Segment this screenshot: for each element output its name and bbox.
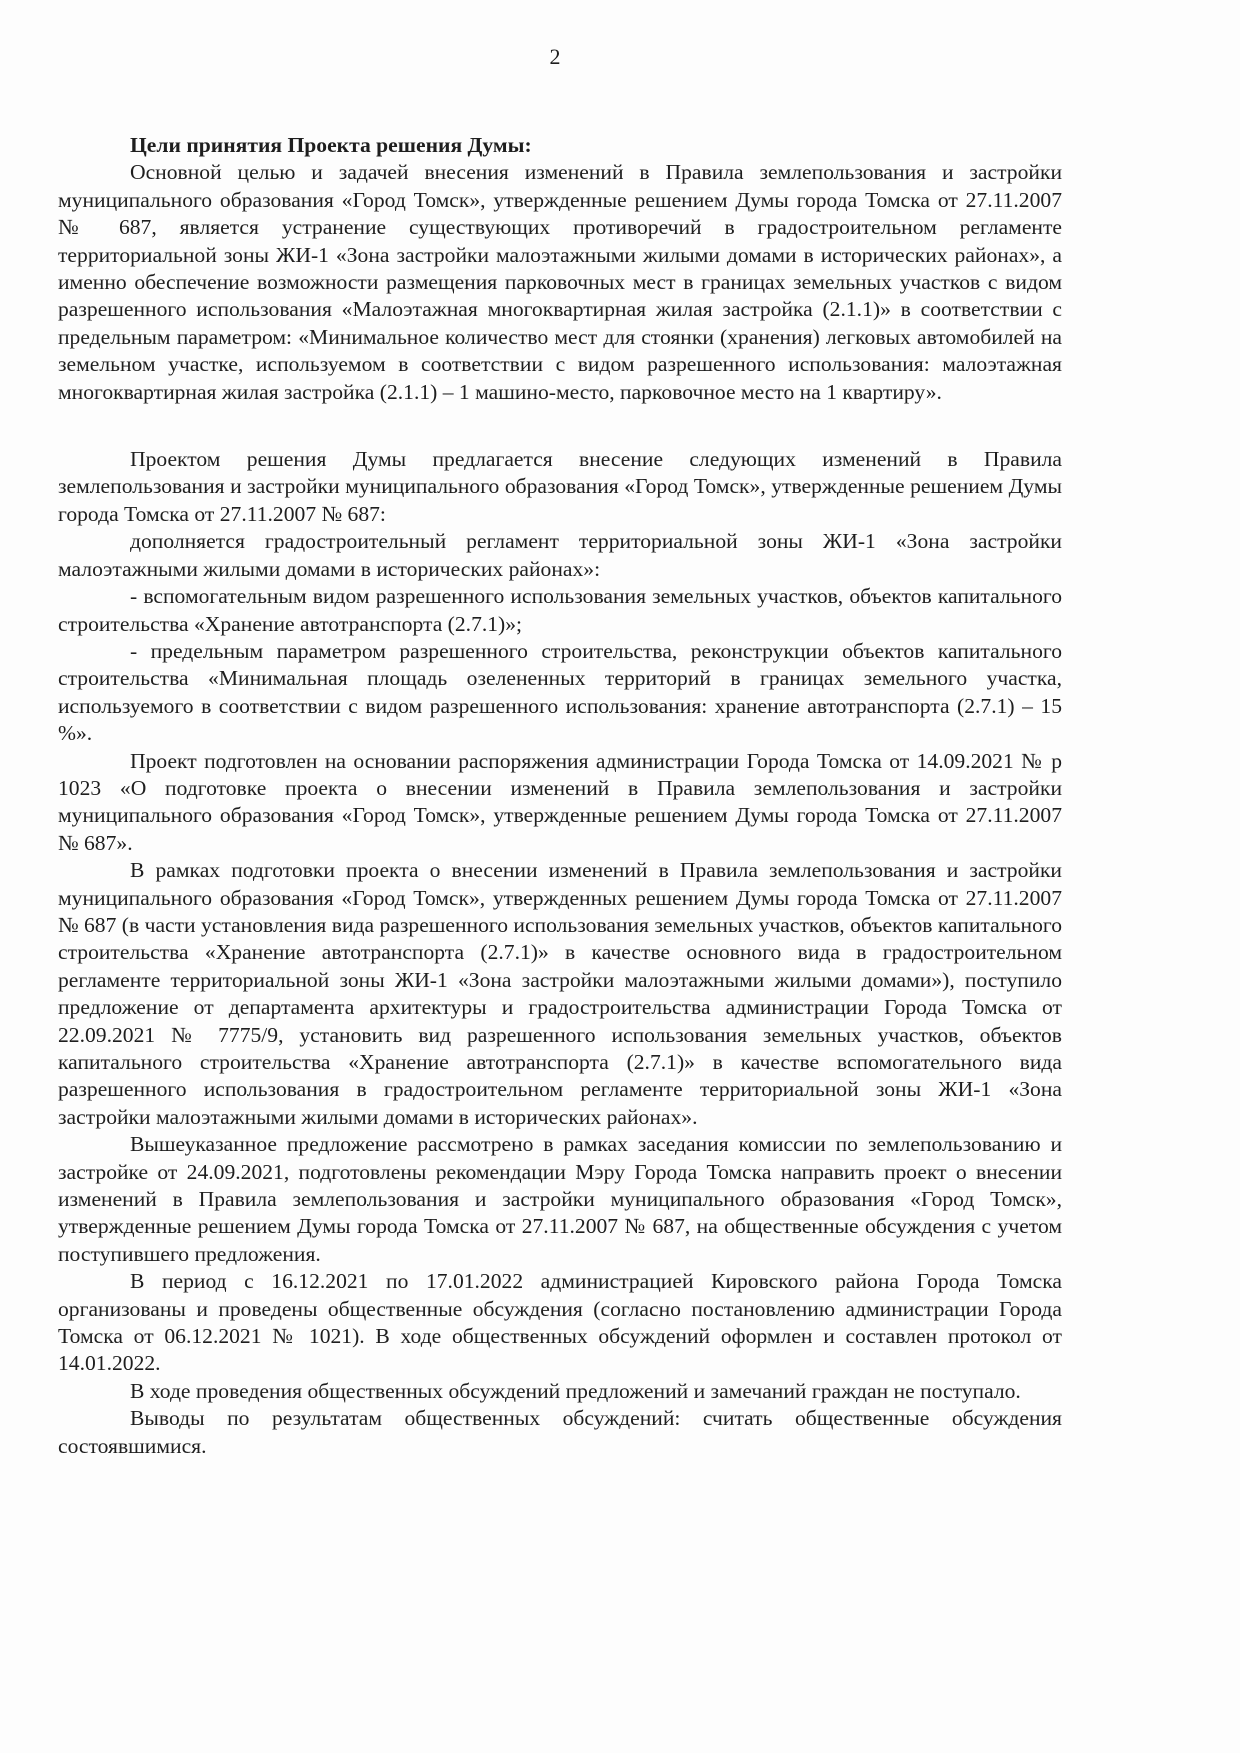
paragraph-department-proposal: В рамках подготовки проекта о внесении изменений в Правила землепользования и застройки муниципального образования «Город Томск», утвержденных решением Думы города Томска от 27.11.2007 № 687 (в части установления вида разрешенного использования земельных участков, объектов капитального строительства «Хранение автотранспорта (2.7.1)» в качестве основного вида в градостроительном регламенте территориальной зоны ЖИ-1 «Зона застройки малоэтажными жилыми домами»), поступило предложение от департамента архитектуры и градостроительства администрации Города Томска от 22.09.2021 № 7775/9, установить вид разрешенного использования земельных участков, объектов капитального строительства «Хранение автотранспорта (2.7.1)» в качестве вспомогательного вида разрешенного использования в градостроительном регламенте территориальной зоны ЖИ-1 «Зона застройки малоэтажными жилыми домами в исторических районах». [58,858,1062,1129]
paragraph-main-goal: Основной целью и задачей внесения изменений в Правила землепользования и застройки муниципального образования «Город Томск», утвержденные решением Думы города Томска от 27.11.2007 № 687, является устранение существующих противоречий в градостроительном регламенте территориальной зоны ЖИ-1 «Зона застройки малоэтажными жилыми домами в исторических районах», а именно обеспечение возможности размещения парковочных мест в границах земельных участков с видом разрешенного использования «Малоэтажная многоквартирная жилая застройка (2.1.1)» в соответствии с предельным параметром: «Минимальное количество мест для стоянки (хранения) легковых автомобилей на земельном участке, используемом в соответствии с видом разрешенного использования: малоэтажная многоквартирная жилая застройка (2.1.1) – 1 машино-место, парковочное место на 1 квартиру». [58,160,1062,404]
page-number: 2 [549,44,561,69]
paragraph-limit-parameter: - предельным параметром разрешенного строительства, реконструкции объектов капитального строительства «Минимальная площадь озелененных территорий в границах земельного участка, используемого в соответствии с видом разрешенного использования: хранение автотранспорта (2.7.1) – 15 %». [58,638,1062,746]
paragraph-commission-review: Вышеуказанное предложение рассмотрено в рамках заседания комиссии по землепользованию и застройке от 24.09.2021, подготовлены рекомендации Мэру Города Томска направить проект о внесении изменений в Правила землепользования и застройки муниципального образования «Город Томск», утвержденные решением Думы города Томска от 27.11.2007 № 687, на общественные обсуждения с учетом поступившего предложения. [58,1132,1062,1266]
paragraph-no-remarks: В ходе проведения общественных обсуждений предложений и замечаний граждан не поступало. [130,1378,1021,1403]
paragraph-auxiliary-use: - вспомогательным видом разрешенного использования земельных участков, объектов капитального строительства «Хранение автотранспорта (2.7.1)»; [58,584,1062,636]
paragraph-conclusion: Выводы по результатам общественных обсуждений: считать общественные обсуждения состоявшимися. [58,1406,1062,1458]
document-body [58,132,1062,1460]
section-heading: Цели принятия Проекта решения Думы: [130,133,532,157]
paragraph-regulation-supplement: дополняется градостроительный регламент территориальной зоны ЖИ-1 «Зона застройки малоэтажными жилыми домами в исторических районах»: [58,529,1062,581]
paragraph-public-discussions: В период с 16.12.2021 по 17.01.2022 администрацией Кировского района Города Томска организованы и проведены общественные обсуждения (согласно постановлению администрации Города Томска от 06.12.2021 № 1021). В ходе общественных обсуждений оформлен и составлен протокол от 14.01.2022. [58,1269,1062,1376]
paragraph-gap [58,406,1062,446]
paragraph-basis-order: Проект подготовлен на основании распоряжения администрации Города Томска от 14.09.2021 № р 1023 «О подготовке проекта о внесении изменений в Правила землепользования и застройки муниципального образования «Город Томск», утвержденные решением Думы города Томска от 27.11.2007 № 687». [58,748,1062,855]
paragraph-proposed-changes: Проектом решения Думы предлагается внесение следующих изменений в Правила землепользования и застройки муниципального образования «Город Томск», утвержденные решением Думы города Томска от 27.11.2007 № 687: [58,447,1062,526]
